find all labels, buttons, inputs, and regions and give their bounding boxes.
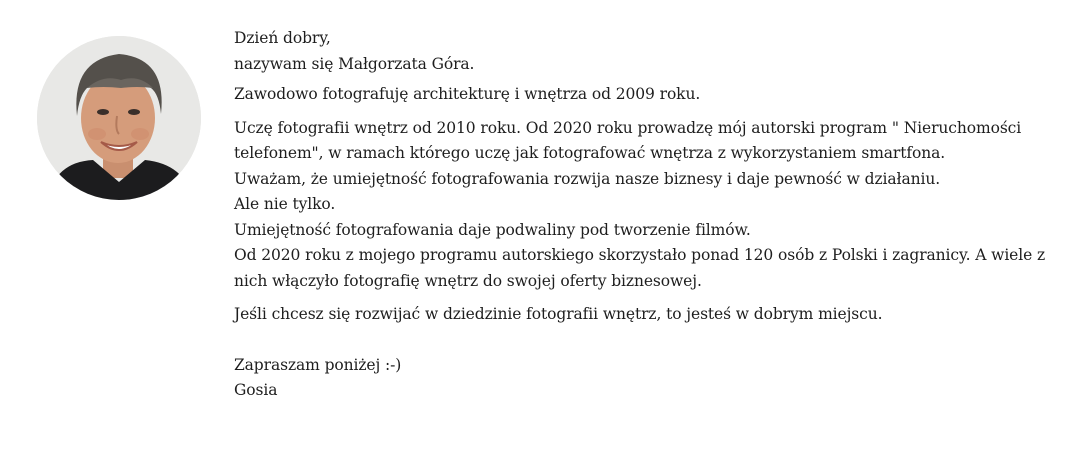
- profession-line: Zawodowo fotografuję architekturę i wnętrza od 2009 roku.: [234, 85, 701, 103]
- encouragement-line: Jeśli chcesz się rozwijać w dziedzinie fotografii wnętrz, to jesteś w dobrym miejscu.: [234, 305, 883, 323]
- body-line: Uważam, że umiejętność fotografowania rozwija nasze biznesy i daje pewność w działaniu.: [234, 169, 941, 188]
- body-line: Umiejętność fotografowania daje podwaliny pod tworzenie filmów.: [234, 220, 751, 239]
- signature: Gosia: [234, 381, 278, 399]
- greeting: Dzień dobry,: [234, 29, 331, 47]
- profile-photo: [37, 36, 201, 200]
- body-line: nich włączyło fotografię wnętrz do swojej oferty biznesowej.: [234, 271, 702, 290]
- body-line: Od 2020 roku z mojego programu autorskiego skorzystało ponad 120 osób z Polski i zagranicy. A wiele z: [234, 246, 1046, 264]
- body-line: telefonem", w ramach którego uczę jak fotografować wnętrza z wykorzystaniem smartfona.: [234, 144, 946, 162]
- name-line: nazywam się Małgorzata Góra.: [234, 54, 475, 73]
- invite-line: Zapraszam poniżej :-): [234, 355, 402, 374]
- portrait-image: [37, 36, 201, 200]
- body-line: Ale nie tylko.: [234, 195, 336, 213]
- body-line: Uczę fotografii wnętrz od 2010 roku. Od 2020 roku prowadzę mój autorski program " Nieruchomości: [234, 118, 1022, 137]
- bio-text: [234, 26, 1054, 404]
